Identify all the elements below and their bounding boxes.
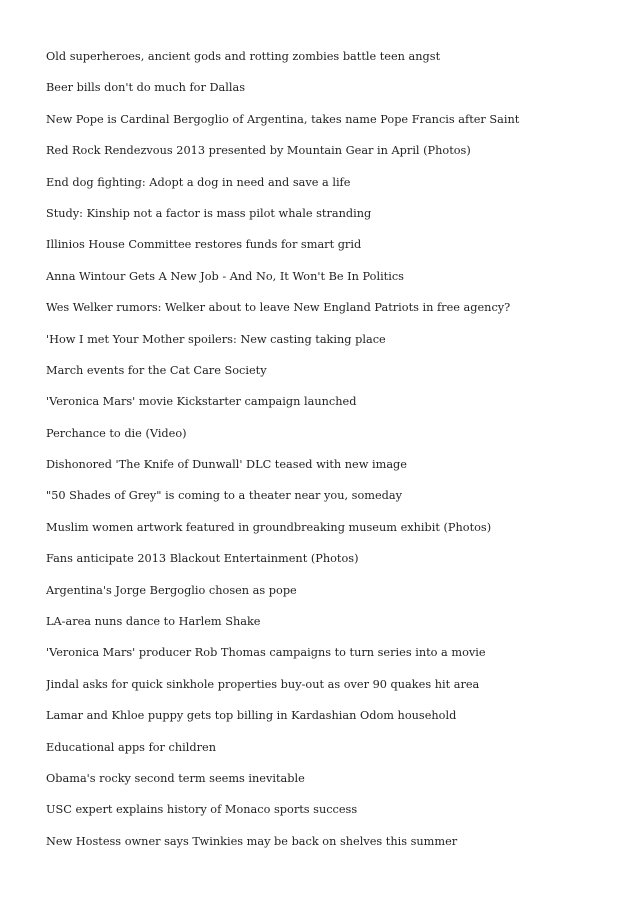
headline-item: Beer bills don't do much for Dallas <box>46 81 245 95</box>
headline-item: New Hostess owner says Twinkies may be back on shelves this summer <box>46 834 458 848</box>
headline-item: Jindal asks for quick sinkhole properties buy-out as over 90 quakes hit area <box>46 677 480 691</box>
headline-item: 'Veronica Mars' producer Rob Thomas campaigns to turn series into a movie <box>46 646 486 660</box>
headline-item: LA-area nuns dance to Harlem Shake <box>46 615 261 629</box>
headline-list <box>46 49 626 865</box>
headline-item: Red Rock Rendezvous 2013 presented by Mountain Gear in April (Photos) <box>46 144 471 158</box>
headline-item: Anna Wintour Gets A New Job - And No, It Won't Be In Politics <box>46 269 404 283</box>
headline-item: Obama's rocky second term seems inevitable <box>46 771 305 785</box>
headline-item: Dishonored 'The Knife of Dunwall' DLC teased with new image <box>46 458 407 472</box>
headline-item: March events for the Cat Care Society <box>46 363 267 377</box>
headline-item: Old superheroes, ancient gods and rotting zombies battle teen angst <box>46 50 441 63</box>
headline-item: "50 Shades of Grey" is coming to a theater near you, someday <box>46 489 403 503</box>
headline-item: 'Veronica Mars' movie Kickstarter campaign launched <box>46 395 357 409</box>
headline-item: New Pope is Cardinal Bergoglio of Argentina, takes name Pope Francis after Saint <box>46 112 520 126</box>
headline-item: USC expert explains history of Monaco sports success <box>46 803 358 817</box>
headline-item: Argentina's Jorge Bergoglio chosen as pope <box>46 583 297 597</box>
headline-item: Educational apps for children <box>46 740 216 754</box>
headline-item: Lamar and Khloe puppy gets top billing in Kardashian Odom household <box>46 709 457 723</box>
headline-item: Fans anticipate 2013 Blackout Entertainment (Photos) <box>46 552 359 566</box>
headline-item: Wes Welker rumors: Welker about to leave New England Patriots in free agency? <box>46 301 511 315</box>
headline-item: Study: Kinship not a factor is mass pilot whale stranding <box>46 206 372 220</box>
headline-item: Muslim women artwork featured in groundbreaking museum exhibit (Photos) <box>46 520 492 534</box>
headline-item: 'How I met Your Mother spoilers: New casting taking place <box>46 332 386 346</box>
headline-item: End dog fighting: Adopt a dog in need and save a life <box>46 175 351 189</box>
headline-item: Perchance to die (Video) <box>46 426 187 440</box>
headline-item: Illinios House Committee restores funds for smart grid <box>46 238 362 252</box>
